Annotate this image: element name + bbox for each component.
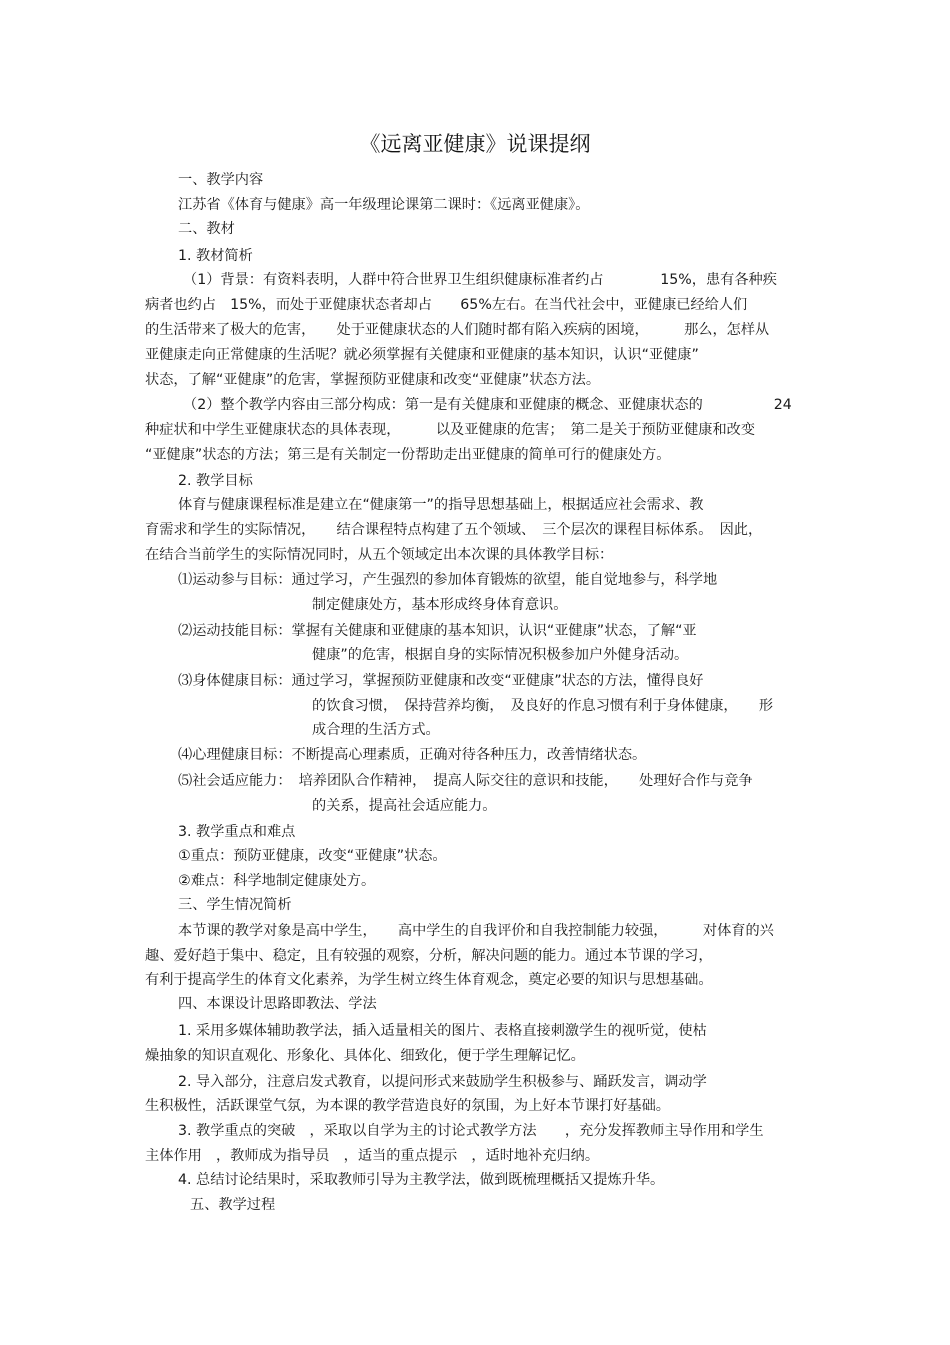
paragraph-line: 体育与健康课程标准是建立在“健康第一”的指导思想基础上，根据适应社会需求、教 [178,497,704,513]
paragraph-line: （2）整个教学内容由三部分构成：第一是有关健康和亚健康的概念、亚健康状态的 24 [183,397,792,413]
method-item: 2. 导入部分，注意启发式教育，以提问形式来鼓励学生积极参与、踊跃发言，调动学 [178,1074,707,1090]
goal-item: ⑴运动参与目标：通过学习，产生强烈的参加体育锻炼的欲望，能自觉地参与，科学地 [178,572,718,588]
paragraph-line: 在结合当前学生的实际情况同时，从五个领域定出本次课的具体教学目标： [145,547,614,563]
goal-item-continuation: 制定健康处方，基本形成终身体育意识。 [312,597,568,613]
paragraph-line: 江苏省《体育与健康》高一年级理论课第二课时：《远离亚健康》。 [178,197,590,213]
paragraph-line: “亚健康”状态的方法；第三是有关制定一份帮助走出亚健康的简单可行的健康处方。 [145,447,671,463]
paragraph-line: 燥抽象的知识直观化、形象化、具体化、细致化，便于学生理解记忆。 [145,1048,585,1064]
paragraph-line: 种症状和中学生亚健康状态的具体表现， 以及亚健康的危害； 第二是关于预防亚健康和改变 [145,422,756,438]
section-heading: 二、教材 [178,221,235,237]
goal-item-continuation: 的饮食习惯， 保持营养均衡， 及良好的作息习惯有利于身体健康， 形 [312,698,774,714]
subsection-heading: 2. 教学目标 [178,473,253,489]
section-heading: 三、学生情况简析 [178,897,292,913]
goal-item-continuation: 成合理的生活方式。 [312,722,440,738]
paragraph-line: 病者也约占 15%，而处于亚健康状态者却占 65%左右。在当代社会中，亚健康已经给人们 [145,297,748,313]
subsection-heading: 3. 教学重点和难点 [178,824,296,840]
goal-item: ⑷心理健康目标：不断提高心理素质，正确对待各种压力，改善情绪状态。 [178,747,647,763]
paragraph-line: （1）背景：有资料表明，人群中符合世界卫生组织健康标准者约占 15%，患有各种疾 [183,272,777,288]
paragraph-line: 的生活带来了极大的危害， 处于亚健康状态的人们随时都有陷入疾病的困境， 那么，怎样从 [145,322,770,338]
goal-item: ⑶身体健康目标：通过学习，掌握预防亚健康和改变“亚健康”状态的方法，懂得良好 [178,673,704,689]
paragraph-line: 状态，了解“亚健康”的危害，掌握预防亚健康和改变“亚健康”状态方法。 [145,372,601,388]
subsection-heading: 1. 教材简析 [178,248,253,264]
section-heading: 一、教学内容 [178,172,264,188]
key-point-line: ①重点：预防亚健康，改变“亚健康”状态。 [178,848,447,864]
paragraph-line: 育需求和学生的实际情况， 结合课程特点构建了五个领域、 三个层次的课程目标体系。 因此， [145,522,763,538]
method-item: 1. 采用多媒体辅助教学法，插入适量相关的图片、表格直接刺激学生的视听觉，使枯 [178,1023,707,1039]
paragraph-line: 本节课的教学对象是高中学生， 高中学生的自我评价和自我控制能力较强， 对体育的兴 [178,923,774,939]
method-item: 4. 总结讨论结果时，采取教师引导为主教学法，做到既梳理概括又提炼升华。 [178,1172,665,1188]
goal-item-continuation: 的关系，提高社会适应能力。 [312,798,497,814]
paragraph-line: 主体作用 ，教师成为指导员 ，适当的重点提示 ，适时地补充归纳。 [145,1148,600,1164]
section-heading: 五、教学过程 [190,1197,276,1213]
method-item: 3. 教学重点的突破 ，采取以自学为主的讨论式教学方法 ，充分发挥教师主导作用和学生 [178,1123,764,1139]
paragraph-line: 趣、爱好趋于集中、稳定，且有较强的观察，分析，解决问题的能力。通过本节课的学习， [145,948,713,964]
goal-item: ⑵运动技能目标：掌握有关健康和亚健康的基本知识，认识“亚健康”状态，了解“亚 [178,623,697,639]
goal-item: ⑸社会适应能力： 培养团队合作精神， 提高人际交往的意识和技能， 处理好合作与竞争 [178,773,753,789]
goal-item-continuation: 健康”的危害，根据自身的实际情况积极参加户外健身活动。 [312,647,689,663]
paragraph-line: 有利于提高学生的体育文化素养，为学生树立终生体育观念，奠定必要的知识与思想基础。 [145,972,713,988]
document-title: 《远离亚健康》说课提纲 [359,132,591,156]
key-point-line: ②难点：科学地制定健康处方。 [178,873,376,889]
paragraph-line: 亚健康走向正常健康的生活呢？就必须掌握有关健康和亚健康的基本知识，认识“亚健康” [145,347,699,363]
paragraph-line: 生积极性，活跃课堂气氛，为本课的教学营造良好的氛围，为上好本节课打好基础。 [145,1098,670,1114]
section-heading: 四、本课设计思路即教法、学法 [178,996,377,1012]
